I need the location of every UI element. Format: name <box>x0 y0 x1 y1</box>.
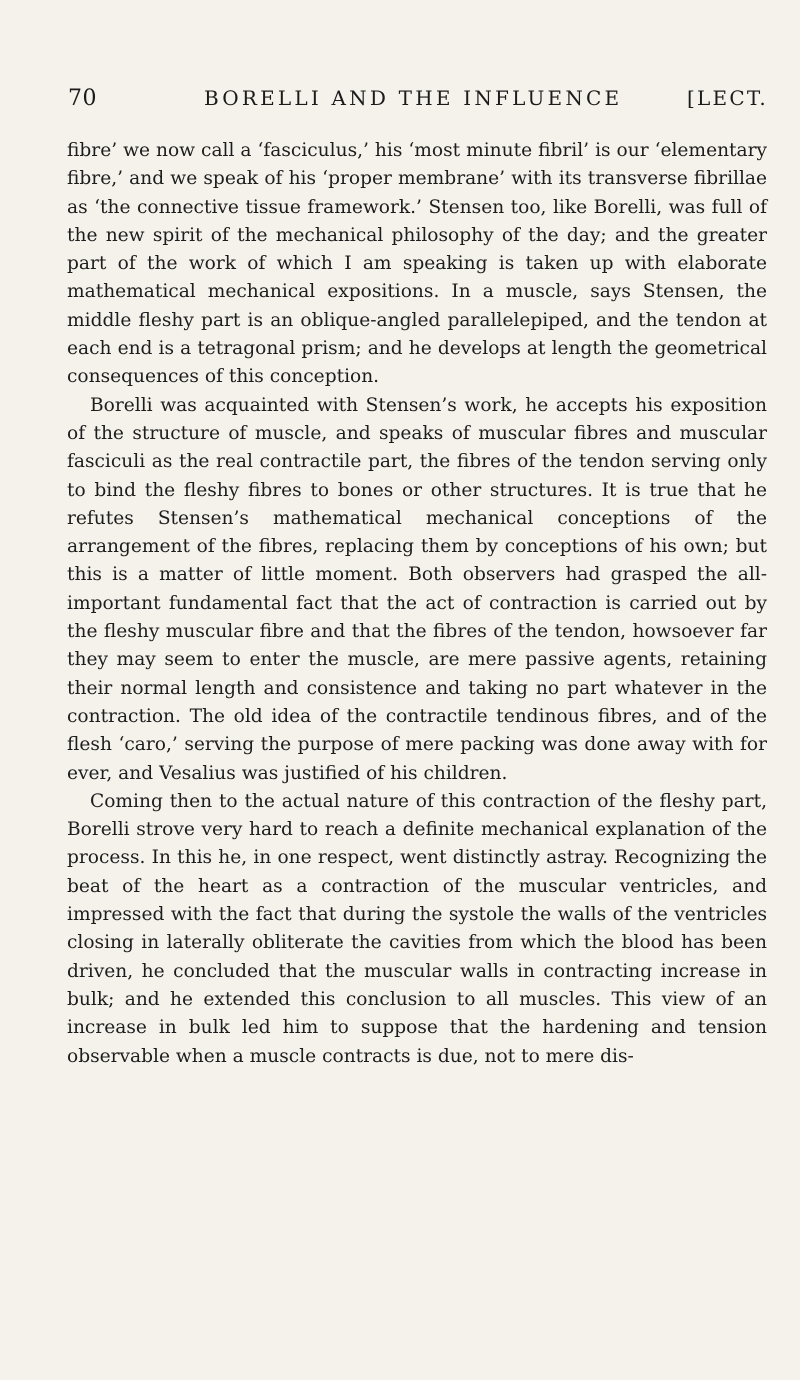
running-title: BORELLI AND THE INFLUENCE <box>204 86 623 110</box>
page-number: 70 <box>68 86 97 111</box>
running-head <box>68 86 768 118</box>
paragraph: Coming then to the actual nature of this contraction of the fleshy part, Borelli strove very hard to reach a definite mechanical explanation of the process. In this he, in one respect, went distinctly astray. Recognizing the beat of the heart as a contraction of the muscular ventricles, and impressed with the fact that during the systole the walls of the ventricles closing in laterally obliterate the cavities from which the blood has been driven, he concluded that the muscular walls in contracting increase in bulk; and he extended this conclusion to all muscles. This view of an increase in bulk led him to suppose that the hardening and tension observable when a muscle contracts is due, not to mere dis- <box>67 790 767 1067</box>
body-text <box>67 137 767 1071</box>
section-label: [LECT. <box>687 86 768 110</box>
paragraph: Borelli was acquainted with Stensen’s work, he accepts his exposition of the structure of muscle, and speaks of muscular fibres and muscular fasciculi as the real contractile part, the fibres of the tendon serving only to bind the fleshy fibres to bones or other structures. It is true that he refutes Stensen’s mathematical mechanical conceptions of the arrangement of the fibres, replacing them by conceptions of his own; but this is a matter of little moment. Both observers had grasped the all-important fundamental fact that the act of contraction is carried out by the fleshy muscular fibre and that the fibres of the tendon, howsoever far they may seem to enter the muscle, are mere passive agents, retaining their normal length and consistence and taking no part whatever in the contraction. The old idea of the contractile tendinous fibres, and of the flesh ‘caro,’ serving the purpose of mere packing was done away with for ever, and Vesalius was justified of his children. <box>67 394 767 784</box>
paragraph: fibre’ we now call a ‘fasciculus,’ his ‘most minute fibril’ is our ‘elementary fibre,’ and we speak of his ‘proper membrane’ with its transverse fibrillae as ‘the connective tissue framework.’ Stensen too, like Borelli, was full of the new spirit of the mechanical philosophy of the day; and the greater part of the work of which I am speaking is taken up with elaborate mathematical mechanical expositions. In a muscle, says Stensen, the middle fleshy part is an oblique-angled parallelepiped, and the tendon at each end is a tetragonal prism; and he develops at length the geometrical consequences of this conception. <box>67 140 767 388</box>
